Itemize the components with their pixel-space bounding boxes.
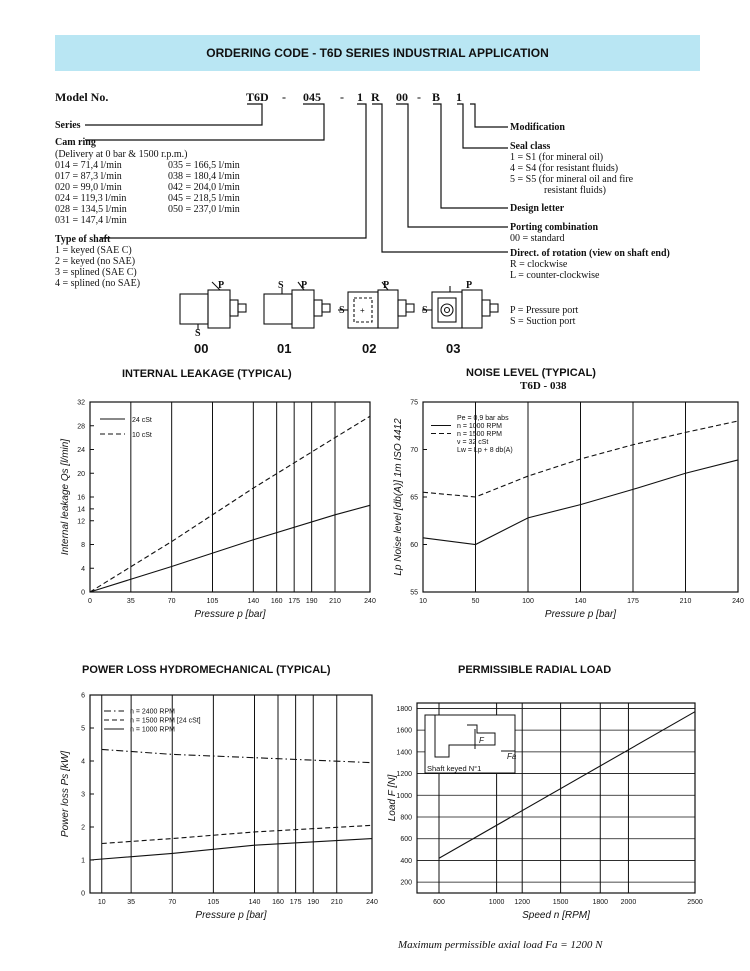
y-tick-label: 12 [77,518,85,526]
rotation-label: Direct. of rotation (view on shaft end) [510,248,670,259]
x-tick-label: 1800 [592,899,609,906]
series-line [90,505,370,592]
x-tick-label: 10 [97,899,106,906]
y-tick-label: 75 [410,399,418,407]
x-tick-label: 210 [330,899,343,906]
port-03-p: P [466,280,473,291]
svg-text:+: + [360,306,365,315]
annotation-3: ν = 32 cSt [457,439,489,446]
legend-label-10cst: 10 cSt [132,432,152,439]
y-tick-label: 0 [81,589,85,597]
internal-leakage-chart [0,390,380,630]
x-tick-label: 1200 [514,899,530,906]
cam-col-1: 014 = 71,4 l/min 017 = 87,3 l/min 020 = 99,0 l/min 024 = 119,3 l/min 028 = 134,5 l/min 031 = 147,4 l/min [55,160,127,226]
x-tick-label: 50 [471,598,480,605]
inset-Fa-label: Fa [507,752,517,761]
inset-F-label: F [479,736,484,745]
y-tick-label: 1200 [396,771,412,779]
cam-ring-label: Cam ring [55,137,96,148]
x-axis-label: Speed n [RPM] [522,910,590,921]
x-tick-label: 140 [248,899,261,906]
port-01-drawing [264,282,330,328]
port-00-p: P [218,280,225,291]
code-seal: 1 [456,90,462,104]
design-letter-label: Design letter [510,203,565,214]
code-dash-1: - [282,90,286,104]
rotation-options: R = clockwise L = counter-clockwise [510,259,600,281]
porting-value: 00 = standard [510,233,565,244]
code-rotation: R [371,90,380,104]
annotation-1: n = 1000 RPM [457,423,502,430]
y-tick-label: 3 [81,791,85,799]
x-tick-label: 175 [288,598,301,605]
y-tick-label: 4 [81,565,85,573]
port-03-label: 03 [446,341,461,356]
y-tick-label: 8 [81,542,85,549]
y-tick-label: 60 [410,542,418,549]
y-tick-label: 1400 [396,749,412,757]
y-axis-label: Power loss Ps [kW] [60,750,71,838]
x-axis-label: Pressure p [bar] [194,609,266,620]
y-tick-label: 1800 [396,705,412,713]
y-tick-label: 1000 [396,792,412,800]
port-01-label: 01 [277,341,292,356]
x-tick-label: 140 [574,598,587,605]
x-tick-label: 160 [270,598,283,605]
chart2-subtitle: T6D - 038 [520,380,567,392]
y-tick-label: 1 [81,857,85,865]
y-tick-label: 4 [81,758,85,766]
plot-frame [90,402,370,592]
x-tick-label: 210 [679,598,692,605]
code-shaft: 1 [357,90,363,104]
delivery-note: (Delivery at 0 bar & 1500 r.p.m.) [55,149,188,160]
chart4-title: PERMISSIBLE RADIAL LOAD [458,664,612,676]
port-03-s: S [422,305,428,316]
legend-label-2: n = 1000 RPM [130,726,175,734]
code-porting: 00 [396,90,408,104]
shaft-options: 1 = keyed (SAE C) 2 = keyed (no SAE) 3 = splined (SAE C) 4 = splined (no SAE) [55,245,141,289]
annotation-4: Lw = Lp + 8 db(A) [457,447,513,454]
x-tick-label: 105 [206,598,219,605]
plot-frame [90,695,372,893]
port-02-drawing [338,282,414,328]
code-series: T6D [246,90,269,104]
y-tick-label: 0 [81,890,85,898]
port-03-drawing [422,286,498,328]
inset-caption: Shaft keyed N°1 [427,764,482,773]
x-tick-label: 210 [329,598,341,605]
modification-label: Modification [510,122,565,133]
y-tick-label: 5 [81,725,85,733]
x-tick-label: 1500 [552,899,569,906]
x-tick-label: 2500 [687,899,703,906]
radial-load-chart [375,685,750,930]
x-tick-label: 100 [522,598,534,605]
legend-label-0: n = 2400 RPM [130,708,175,716]
x-tick-label: 175 [289,899,302,906]
x-tick-label: 140 [247,598,260,605]
noise-level-chart [375,390,750,630]
y-tick-label: 32 [77,399,85,407]
y-tick-label: 16 [77,494,85,502]
y-tick-label: 65 [410,494,418,502]
chart2-title: NOISE LEVEL (TYPICAL) [466,367,596,379]
series-line [90,416,370,592]
x-tick-label: 70 [168,899,177,906]
series-line [102,749,372,762]
x-tick-label: 0 [88,598,92,605]
y-axis-label: Internal leakage Qs [l/min] [60,438,71,556]
x-tick-label: 240 [366,899,378,906]
y-tick-label: 200 [400,879,412,887]
legend-label-1: n = 1500 RPM [24 cSt] [130,717,201,725]
x-tick-label: 190 [305,598,318,605]
y-tick-label: 6 [81,692,85,700]
annotation-0: Pe = 0,9 bar abs [457,415,509,422]
porting-label: Porting combination [510,222,599,233]
port-00-label: 00 [194,341,209,356]
annotation-2: n = 1500 RPM [457,431,502,438]
seal-options: 1 = S1 (for mineral oil) 4 = S4 (for resistant fluids) 5 = S5 (for mineral oil and fire resistant fluids) [510,152,634,196]
y-tick-label: 600 [400,836,412,844]
page-title: ORDERING CODE - T6D SERIES INDUSTRIAL APPLICATION [55,35,700,71]
port-01-p: P [301,280,308,291]
y-tick-label: 400 [400,857,412,865]
seal-class-label: Seal class [510,141,551,152]
x-tick-label: 1000 [488,899,505,906]
y-tick-label: 800 [400,814,412,822]
y-tick-label: 24 [77,447,85,454]
port-02-s: S [339,305,345,316]
code-dash-2: - [340,90,344,104]
y-tick-label: 1600 [396,727,412,735]
x-tick-label: 175 [627,598,639,605]
x-tick-label: 35 [126,598,135,605]
y-tick-label: 20 [77,470,85,478]
x-tick-label: 70 [167,598,176,605]
x-tick-label: 240 [364,598,376,605]
x-tick-label: 160 [272,899,284,906]
y-tick-label: 55 [410,589,418,597]
code-design: B [432,90,441,104]
cam-col-2: 035 = 166,5 l/min 038 = 180,4 l/min 042 = 204,0 l/min 045 = 218,5 l/min 050 = 237,0 l/min [168,160,240,215]
x-tick-label: 600 [433,899,445,906]
port-legend: P = Pressure port S = Suction port [510,305,579,327]
x-tick-label: 35 [127,899,136,906]
chart3-title: POWER LOSS HYDROMECHANICAL (TYPICAL) [82,664,331,676]
x-axis-label: Pressure p [bar] [544,609,617,620]
port-00-s: S [195,328,201,339]
code-cam: 045 [303,90,321,104]
x-tick-label: 105 [207,899,220,906]
port-02-label: 02 [362,341,377,356]
series-line [90,839,372,860]
y-tick-label: 70 [410,447,418,454]
shaft-type-label: Type of shaft [55,234,111,245]
series-label: Series [55,120,81,131]
x-tick-label: 2000 [620,899,637,906]
model-label: Model No. [55,90,109,104]
x-tick-label: 10 [419,598,427,605]
y-tick-label: 28 [77,423,85,431]
code-dash-3: - [417,90,421,104]
y-axis-label: Lp Noise level [db(A)] 1m ISO 4412 [393,418,404,576]
x-axis-label: Pressure p [bar] [195,910,267,921]
chart1-title: INTERNAL LEAKAGE (TYPICAL) [122,368,292,380]
axial-load-footnote: Maximum permissible axial load Fa = 1200 N [398,939,603,951]
x-tick-label: 240 [732,598,744,605]
y-tick-label: 14 [77,506,85,514]
port-02-p: P [383,280,390,291]
power-loss-chart [0,685,385,930]
x-tick-label: 190 [307,899,320,906]
legend-label-24cst: 24 cSt [132,417,152,424]
port-01-s: S [278,280,284,291]
y-tick-label: 2 [81,824,85,832]
y-axis-label: Load F [N] [387,774,398,822]
port-00-drawing [180,282,246,330]
